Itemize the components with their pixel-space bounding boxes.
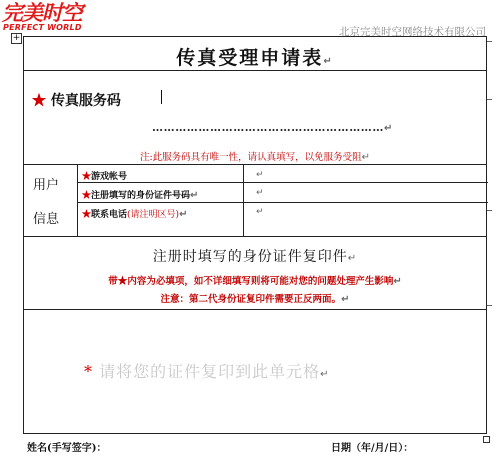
paragraph-mark-icon: ↵ bbox=[320, 369, 330, 380]
game-account-label bbox=[82, 169, 127, 182]
paragraph-mark-icon: ↵ bbox=[384, 123, 393, 134]
id-number-input[interactable]: ↵ bbox=[256, 188, 264, 198]
uniqueness-notice bbox=[24, 149, 486, 163]
paragraph-mark-icon: ↵ bbox=[190, 190, 199, 201]
id-copy-placeholder: 请将您的证件复印到此单元格 bbox=[99, 362, 321, 381]
warning-prefix: 带 bbox=[108, 276, 118, 287]
table-rule bbox=[24, 164, 486, 165]
fax-service-code-label bbox=[32, 90, 121, 110]
paragraph-mark-icon: ↵ bbox=[347, 253, 358, 264]
phone-label bbox=[82, 207, 187, 220]
user-info-label-top: 用户 bbox=[33, 178, 60, 193]
table-move-handle-icon[interactable]: + bbox=[12, 33, 21, 43]
logo-main-text: 完美时空 bbox=[2, 1, 82, 25]
table-rule bbox=[77, 182, 488, 183]
required-star-icon: ★ bbox=[82, 191, 92, 201]
row-end-marker bbox=[487, 210, 492, 211]
table-rule bbox=[24, 70, 486, 71]
text-cursor[interactable] bbox=[161, 90, 162, 104]
row-end-marker bbox=[487, 99, 492, 100]
signature-name-label: 姓名(手写签字)： bbox=[27, 443, 107, 454]
paragraph-mark-icon: ↵ bbox=[179, 209, 188, 220]
user-info-label-bottom: 信息 bbox=[33, 212, 60, 227]
paragraph-mark-icon: ↵ bbox=[393, 276, 402, 287]
required-star-icon: * bbox=[84, 362, 93, 381]
row-end-marker bbox=[487, 41, 492, 42]
table-resize-handle[interactable] bbox=[483, 436, 490, 443]
uniqueness-notice-text: 注:此服务码具有唯一性，请认真填写，以免服务受阻 bbox=[139, 152, 362, 163]
warning-text: 内容为必填项，如不详细填写则将可能对您的问题处理产生影响 bbox=[127, 276, 394, 287]
table-rule bbox=[24, 309, 486, 310]
paragraph-mark-icon: ↵ bbox=[341, 294, 350, 305]
game-account-text: 游戏帐号 bbox=[91, 172, 128, 182]
second-gen-id-note-text: 注意：第二代身份证复印件需要正反两面。 bbox=[160, 294, 342, 305]
required-star-icon: ★ bbox=[117, 276, 128, 287]
table-rule bbox=[24, 236, 486, 237]
second-gen-id-note bbox=[24, 291, 486, 305]
required-star-icon: ★ bbox=[32, 93, 46, 109]
id-copy-section-title-text: 注册时填写的身份证件复印件 bbox=[152, 249, 348, 265]
fax-service-code-text: 传真服务码 bbox=[50, 93, 121, 109]
fax-application-form bbox=[23, 36, 487, 434]
table-rule bbox=[243, 164, 244, 236]
date-label: 日期（年/月/日）： bbox=[331, 443, 414, 454]
phone-hint: (请注明区号) bbox=[127, 210, 180, 220]
phone-input[interactable]: ↵ bbox=[256, 207, 264, 217]
form-title[interactable] bbox=[24, 43, 486, 70]
game-account-input[interactable]: ↵ bbox=[256, 170, 264, 180]
id-copy-section-title bbox=[24, 246, 486, 266]
phone-text: 联系电话 bbox=[91, 210, 128, 220]
id-copy-paste-area[interactable] bbox=[84, 359, 330, 382]
company-name: 北京完美时空网络技术有限公司 bbox=[339, 26, 486, 38]
required-star-icon: ★ bbox=[82, 172, 92, 182]
paragraph-mark-icon: ↵ bbox=[323, 56, 334, 67]
required-fields-warning bbox=[24, 273, 486, 287]
required-star-icon: ★ bbox=[82, 210, 92, 220]
id-number-text: 注册填写的身份证件号码 bbox=[91, 191, 191, 201]
fill-in-dots: …………………………………………………… bbox=[152, 121, 384, 134]
table-rule bbox=[77, 202, 488, 203]
form-title-text: 传真受理申请表 bbox=[176, 47, 324, 69]
id-number-label bbox=[82, 188, 198, 201]
logo-sub-text: PERFECT WORLD bbox=[3, 23, 82, 32]
table-rule bbox=[77, 164, 78, 236]
paragraph-mark-icon: ↵ bbox=[361, 152, 371, 163]
row-end-marker bbox=[487, 305, 492, 306]
fax-service-code-input[interactable] bbox=[152, 121, 393, 134]
